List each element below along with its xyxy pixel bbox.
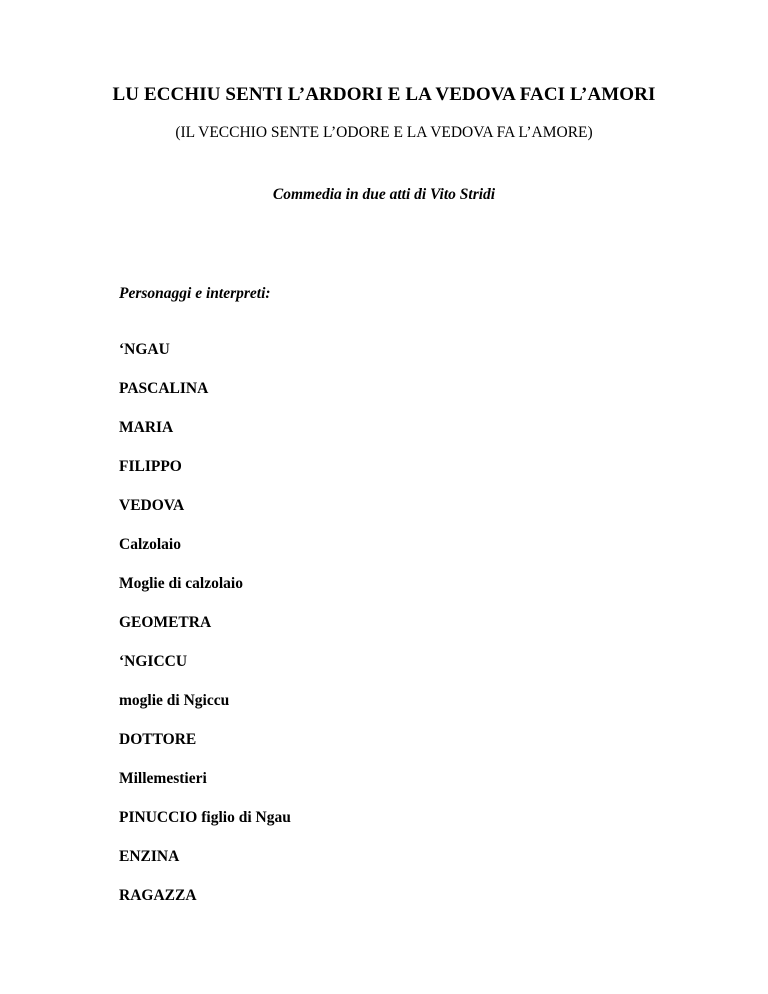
cast-item: Millemestieri — [119, 770, 207, 787]
cast-item: FILIPPO — [119, 458, 182, 475]
cast-item: GEOMETRA — [119, 614, 212, 631]
cast-item: Calzolaio — [119, 536, 181, 553]
cast-item: Moglie di calzolaio — [119, 575, 243, 592]
cast-item: moglie di Ngiccu — [119, 692, 230, 709]
cast-heading: Personaggi e interpreti: — [119, 285, 271, 302]
cast-item: ‘NGICCU — [119, 653, 188, 670]
cast-item: PASCALINA — [119, 380, 209, 397]
cast-item: MARIA — [119, 419, 174, 436]
author-byline: Commedia in due atti di Vito Stridi — [272, 186, 496, 203]
document-subtitle: (IL VECCHIO SENTE L’ODORE E LA VEDOVA FA L’AMORE) — [175, 124, 593, 141]
cast-item: VEDOVA — [119, 497, 185, 514]
document-title: LU ECCHIU SENTI L’ARDORI E LA VEDOVA FACI L’AMORI — [112, 84, 656, 105]
cast-item: ‘NGAU — [119, 341, 170, 358]
cast-item: ENZINA — [119, 848, 180, 865]
cast-item: PINUCCIO figlio di Ngau — [119, 809, 291, 826]
cast-item: RAGAZZA — [119, 887, 197, 904]
cast-item: DOTTORE — [119, 731, 197, 748]
cast-list — [119, 340, 291, 925]
